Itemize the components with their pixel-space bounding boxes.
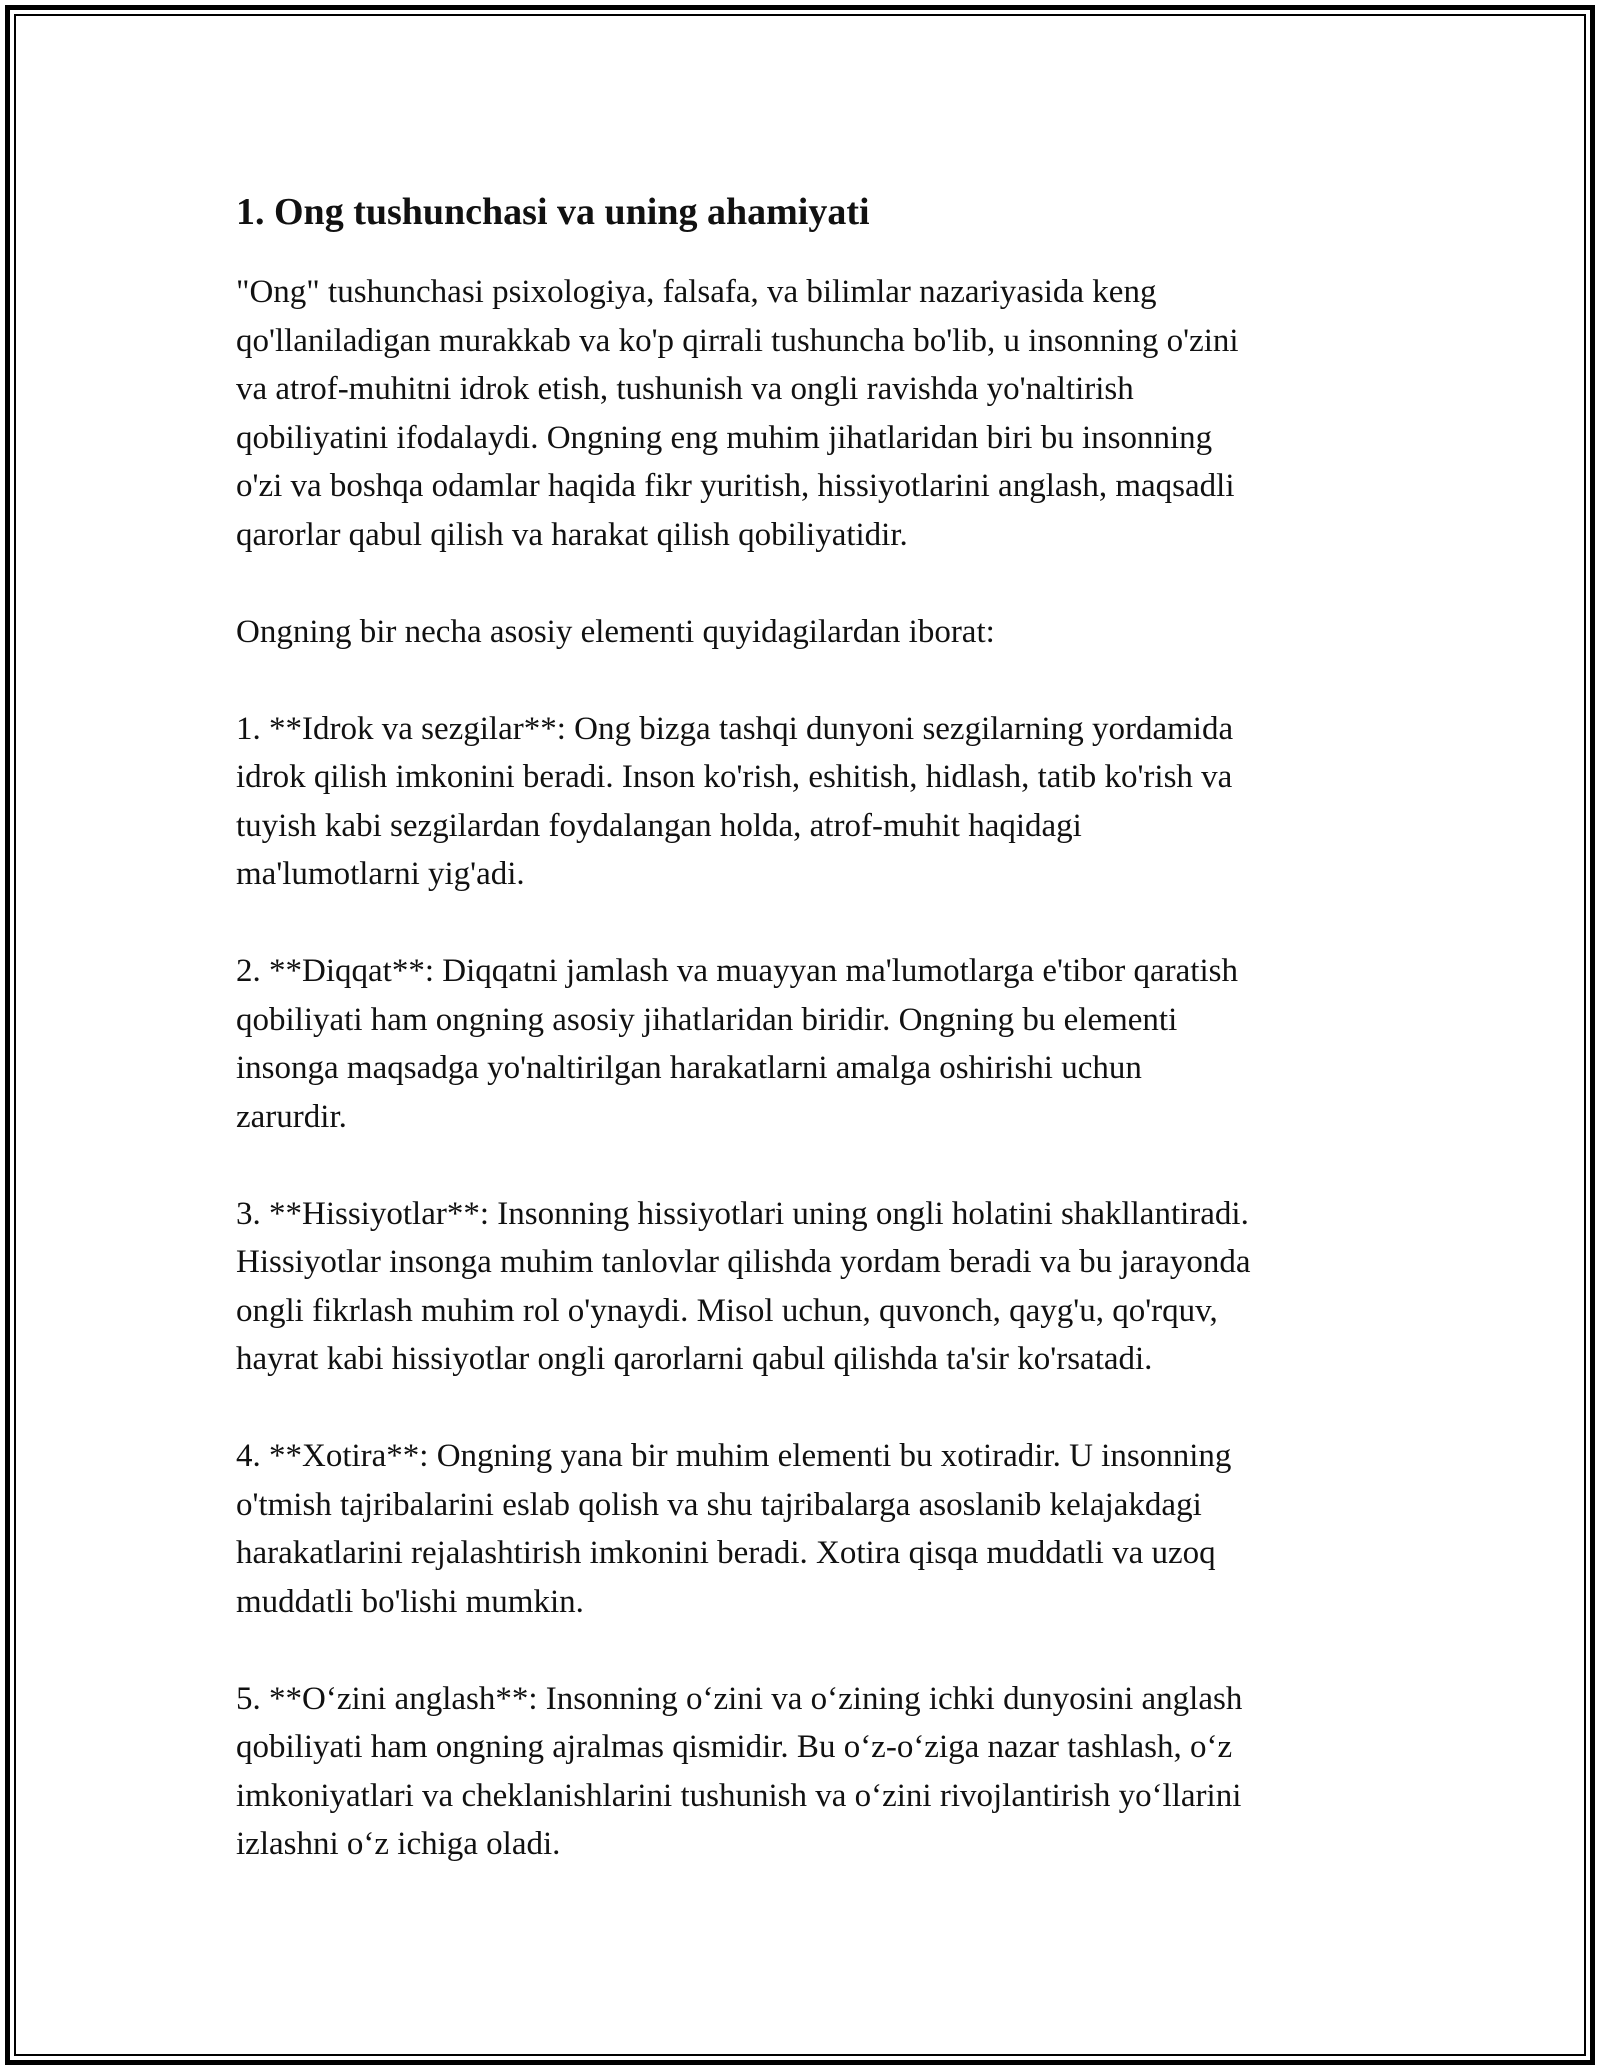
list-item-idrok: [236, 705, 1376, 899]
text-line: 5. **O‘zini anglash**: Insonning o‘zini va o‘zining ichki dunyosini anglash: [236, 1680, 1243, 1717]
text-line: Ongning bir necha asosiy elementi quyidagilardan iborat:: [236, 613, 995, 650]
text-line: ma'lumotlarni yig'adi.: [236, 856, 525, 892]
text-line: 1. **Idrok va sezgilar**: Ong bizga tashqi dunyoni sezgilarning yordamida: [236, 710, 1234, 747]
text-line: izlashni o‘z ichiga oladi.: [236, 1826, 561, 1862]
text-line: qobiliyatini ifodalaydi. Ongning eng muhim jihatlaridan biri bu insonning: [236, 419, 1213, 456]
text-line: 4. **Xotira**: Ongning yana bir muhim elementi bu xotiradir. U insonning: [236, 1438, 1232, 1474]
text-line: va atrof-muhitni idrok etish, tushunish va ongli ravishda yo'naltirish: [236, 371, 1134, 407]
text-line: harakatlarini rejalashtirish imkonini beradi. Xotira qisqa muddatli va uzoq: [236, 1535, 1216, 1571]
list-item-hissiyotlar: [236, 1190, 1376, 1384]
text-line: idrok qilish imkonini beradi. Inson ko'rish, eshitish, hidlash, tatib ko'rish va: [236, 759, 1233, 795]
text-line: muddatli bo'lishi mumkin.: [236, 1583, 584, 1620]
text-line: 2. **Diqqat**: Diqqatni jamlash va muayyan ma'lumotlarga e'tibor qaratish: [236, 953, 1238, 989]
text-line: qobiliyati ham ongning asosiy jihatlaridan biridir. Ongning bu elementi: [236, 1001, 1178, 1038]
text-line: Hissiyotlar insonga muhim tanlovlar qilishda yordam beradi va bu jarayonda: [236, 1244, 1251, 1280]
paragraph-elements-intro: [236, 608, 1376, 657]
list-item-ozini-anglash: [236, 1675, 1376, 1869]
text-line: "Ong" tushunchasi psixologiya, falsafa, va bilimlar nazariyasida keng: [236, 274, 1157, 310]
text-line: qobiliyati ham ongning ajralmas qismidir. Bu o‘z-o‘ziga nazar tashlash, o‘z: [236, 1729, 1233, 1765]
text-line: hayrat kabi hissiyotlar ongli qarorlarni qabul qilishda ta'sir ko'rsatadi.: [236, 1341, 1153, 1377]
text-line: 3. **Hissiyotlar**: Insonning hissiyotlari uning ongli holatini shakllantiradi.: [236, 1195, 1249, 1232]
section-heading: 1. Ong tushunchasi va uning ahamiyati: [236, 191, 870, 233]
list-item-diqqat: [236, 947, 1376, 1141]
list-item-xotira: [236, 1432, 1376, 1626]
text-line: qo'llaniladigan murakkab va ko'p qirrali tushuncha bo'lib, u insonning o'zini: [236, 322, 1239, 359]
text-line: o'zi va boshqa odamlar haqida fikr yuritish, hissiyotlarini anglash, maqsadli: [236, 468, 1235, 504]
text-line: insonga maqsadga yo'naltirilgan harakatlarni amalga oshirishi uchun: [236, 1050, 1142, 1086]
text-line: imkoniyatlari va cheklanishlarini tushunish va o‘zini rivojlantirish yo‘llarini: [236, 1777, 1242, 1814]
text-line: qarorlar qabul qilish va harakat qilish qobiliyatidir.: [236, 516, 908, 553]
text-line: tuyish kabi sezgilardan foydalangan holda, atrof-muhit haqidagi: [236, 807, 1082, 844]
text-line: ongli fikrlash muhim rol o'ynaydi. Misol uchun, quvonch, qayg'u, qo'rquv,: [236, 1292, 1218, 1329]
document-body: [236, 186, 1376, 1917]
text-line: o'tmish tajribalarini eslab qolish va shu tajribalarga asoslanib kelajakdagi: [236, 1486, 1202, 1523]
paragraph-intro: [236, 268, 1376, 559]
text-line: zarurdir.: [236, 1098, 347, 1135]
